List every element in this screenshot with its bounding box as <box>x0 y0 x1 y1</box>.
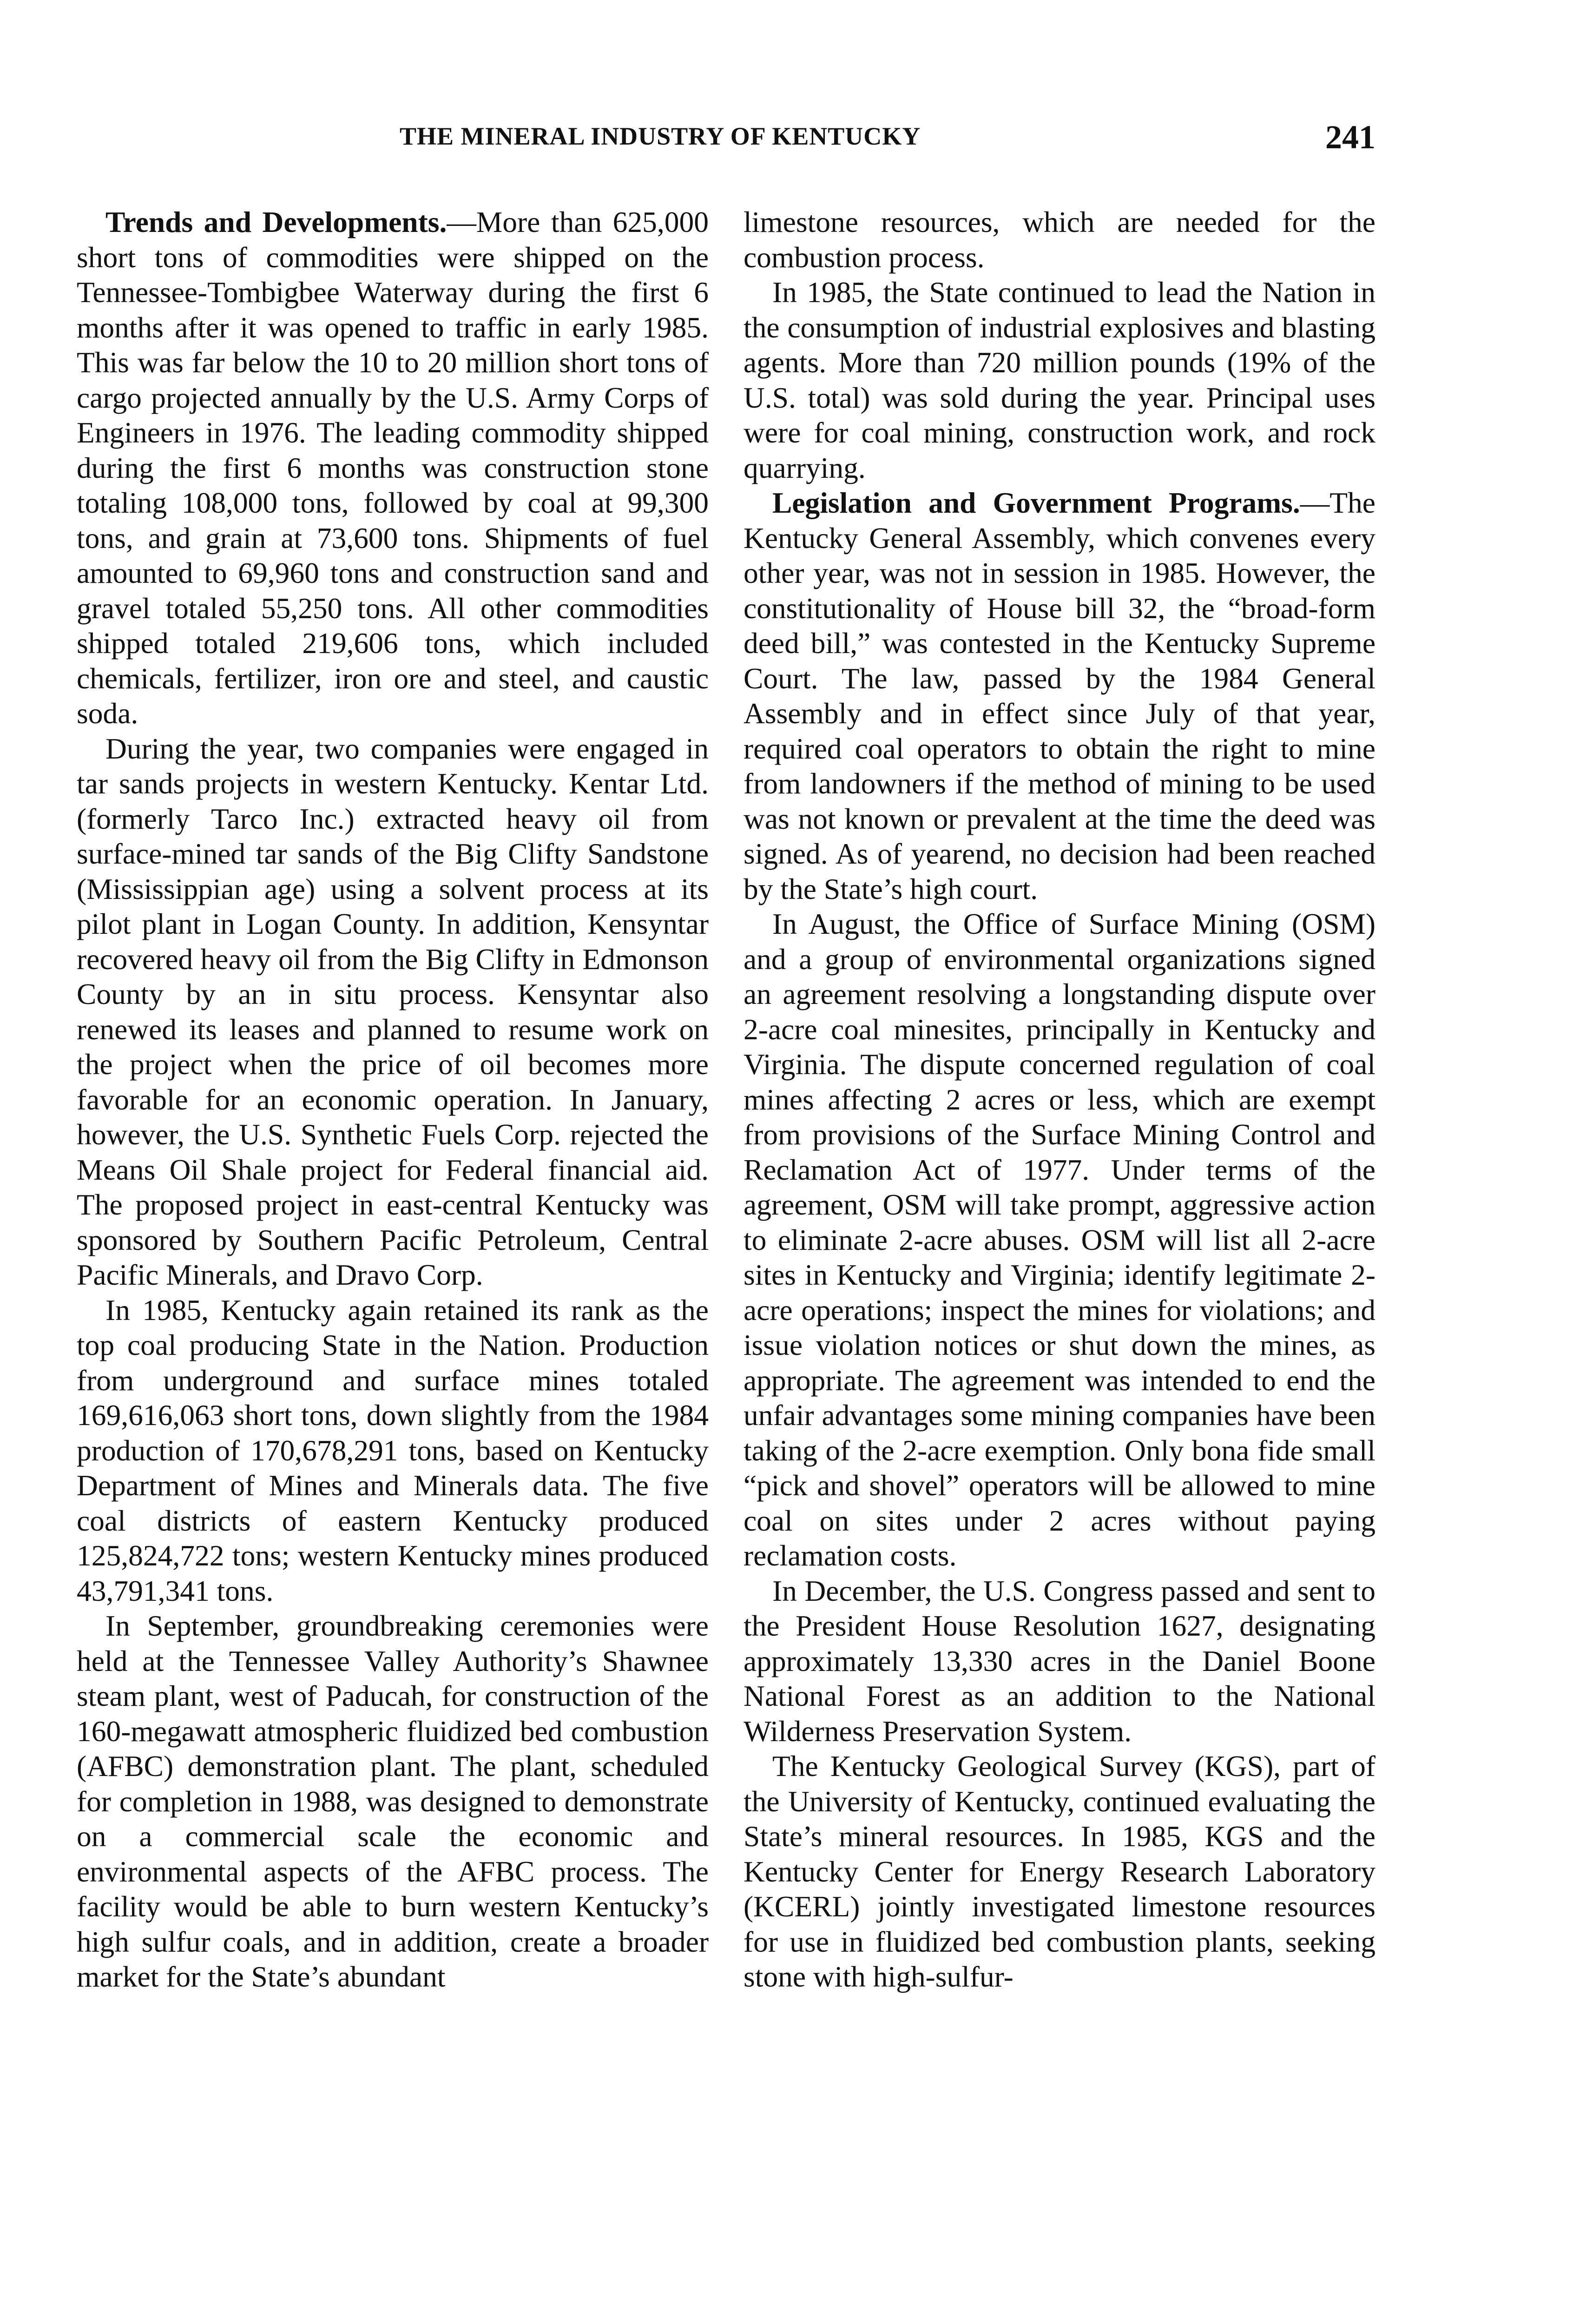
section-heading-trends: Trends and Developments. <box>105 205 447 238</box>
right-column <box>744 205 1375 1994</box>
paragraph-kgs: The Kentucky Geological Survey (KGS), part of the University of Kentucky, continued evaluating the State’s mineral resources. In 1985, KGS and the Kentucky Center for Energy Research Laboratory (KCERL) jointly investigated limestone resources for use in fluidized bed combustion plants, seeking stone with high-sulfur- <box>744 1750 1375 1993</box>
running-title: THE MINERAL INDUSTRY OF KENTUCKY <box>400 122 921 150</box>
paragraph-coal-production: In 1985, Kentucky again retained its rank as the top coal producing State in the Nation. Production from underground and surface mines totaled 169,616,063 short tons, down slightly from the 1984 production of 170,678,291 tons, based on Kentucky Department of Mines and Minerals data. The five coal districts of eastern Kentucky produced 125,824,722 tons; western Kentucky mines produced 43,791,341 tons. <box>77 1293 709 1607</box>
paragraph-trends-and-developments <box>77 205 709 731</box>
paragraph-continuation: limestone resources, which are needed for the combustion process. <box>744 205 1375 274</box>
page-number: 241 <box>1325 119 1375 156</box>
paragraph-text: —The Kentucky General Assembly, which convenes every other year, was not in session in 1985. However, the constitutionality of House bill 32, the “broad-form deed bill,” was contested in the Kentucky Supreme Court. The law, passed by the 1984 General Assembly and in effect since July of that year, required coal operators to obtain the right to mine from landowners if the method of mining to be used was not known or prevalent at the time the deed was signed. As of yearend, no decision had been reached by the State’s high court. <box>744 486 1375 905</box>
section-heading-legislation: Legislation and Government Programs. <box>772 486 1300 519</box>
left-column <box>77 205 709 1994</box>
paragraph-legislation <box>744 485 1375 906</box>
paragraph-explosives: In 1985, the State continued to lead the Nation in the consumption of industrial explosives and blasting agents. More than 720 million pounds (19% of the U.S. total) was sold during the year. Principal uses were for coal mining, construction work, and rock quarrying. <box>744 276 1375 484</box>
paragraph-tar-sands: During the year, two companies were engaged in tar sands projects in western Kentucky. Kentar Ltd. (formerly Tarco Inc.) extracted heavy oil from surface-mined tar sands of the Big Clifty Sandstone (Mississippian age) using a solvent process at its pilot plant in Logan County. In addition, Kensyntar recovered heavy oil from the Big Clifty in Edmonson County by an in situ process. Kensyntar also renewed its leases and planned to resume work on the project when the price of oil becomes more favorable for an economic operation. In January, however, the U.S. Synthetic Fuels Corp. rejected the Means Oil Shale project for Federal financial aid. The proposed project in east-central Kentucky was sponsored by Southern Pacific Petroleum, Central Pacific Minerals, and Dravo Corp. <box>77 732 709 1291</box>
paragraph-afbc-plant: In September, groundbreaking ceremonies were held at the Tennessee Valley Authority’s Shawnee steam plant, west of Paducah, for construction of the 160-megawatt atmospheric fluidized bed combustion (AFBC) demonstration plant. The plant, scheduled for completion in 1988, was designed to demonstrate on a commercial scale the economic and environmental aspects of the AFBC process. The facility would be able to burn western Kentucky’s high sulfur coals, and in addition, create a broader market for the State’s abundant <box>77 1609 709 1993</box>
running-head <box>74 119 1385 159</box>
paragraph-osm-agreement: In August, the Office of Surface Mining (OSM) and a group of environmental organizations signed an agreement resolving a longstanding dispute over 2-acre coal minesites, principally in Kentucky and Virginia. The dispute concerned regulation of coal mines affecting 2 acres or less, which are exempt from provisions of the Surface Mining Control and Reclamation Act of 1977. Under terms of the agreement, OSM will take prompt, aggressive action to eliminate 2-acre abuses. OSM will list all 2-acre sites in Kentucky and Virginia; identify legitimate 2-acre operations; inspect the mines for violations; and issue violation notices or shut down the mines, as appropriate. The agreement was intended to end the unfair advantages some mining companies have been taking of the 2-acre exemption. Only bona fide small “pick and shovel” operators will be allowed to mine coal on sites under 2 acres without paying reclamation costs. <box>744 907 1375 1572</box>
paragraph-text: —More than 625,000 short tons of commodities were shipped on the Tennessee-Tombigbee Waterway during the first 6 months after it was opened to traffic in early 1985. This was far below the 10 to 20 million short tons of cargo projected annually by the U.S. Army Corps of Engineers in 1976. The leading commodity shipped during the first 6 months was construction stone totaling 108,000 tons, followed by coal at 99,300 tons, and grain at 73,600 tons. Shipments of fuel amounted to 69,960 tons and construction sand and gravel totaled 55,250 tons. All other commodities shipped totaled 219,606 tons, which included chemicals, fertilizer, iron ore and steel, and caustic soda. <box>77 205 709 730</box>
paragraph-wilderness: In December, the U.S. Congress passed and sent to the President House Resolution 1627, designating approximately 13,330 acres in the Daniel Boone National Forest as an addition to the National Wilderness Preservation System. <box>744 1574 1375 1748</box>
